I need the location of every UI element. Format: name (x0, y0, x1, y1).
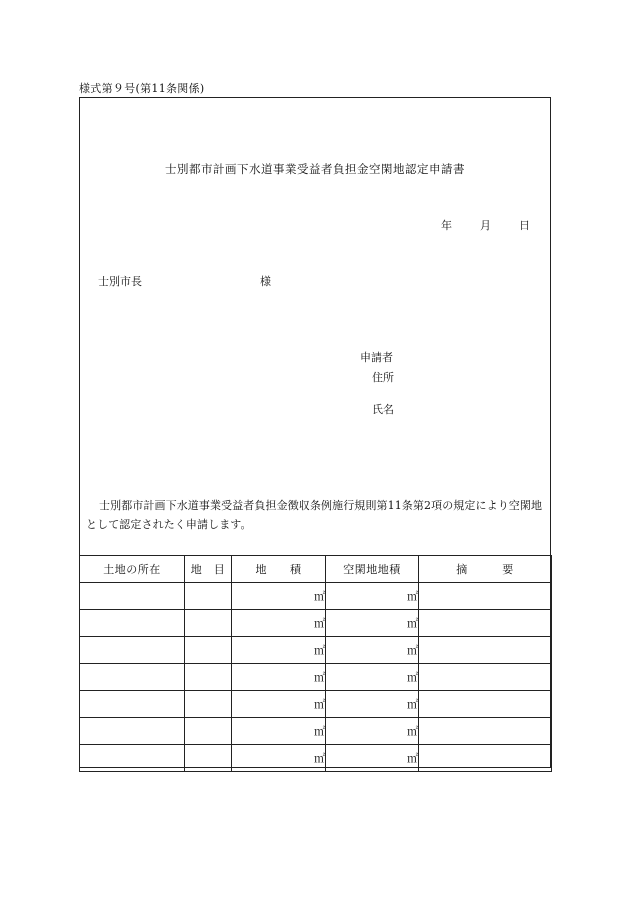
cell-remarks[interactable] (419, 583, 552, 610)
square-meter-unit: ㎡ (407, 752, 418, 765)
square-meter-unit: ㎡ (407, 698, 418, 711)
table-header-row (80, 556, 552, 583)
table-row (80, 610, 552, 637)
square-meter-unit: ㎡ (407, 617, 418, 630)
applicant-name-label: 氏名 (372, 403, 394, 416)
cell-vacant-area[interactable] (326, 583, 419, 610)
date-day: 日 (519, 219, 530, 232)
square-meter-unit: ㎡ (314, 698, 325, 711)
table-row (80, 691, 552, 718)
form-caption: 様式第９号(第11条関係) (79, 82, 205, 95)
cell-land-category[interactable] (185, 691, 232, 718)
date-line (441, 217, 530, 233)
table-row (80, 637, 552, 664)
header-land-area: 地 積 (232, 556, 326, 583)
cell-remarks[interactable] (419, 718, 552, 745)
square-meter-unit: ㎡ (314, 644, 325, 657)
application-form (79, 97, 551, 768)
cell-vacant-area[interactable] (326, 610, 419, 637)
cell-remarks[interactable] (419, 610, 552, 637)
cell-land-category[interactable] (185, 745, 232, 772)
cell-land-area[interactable] (232, 745, 326, 772)
cell-location[interactable] (80, 637, 185, 664)
cell-land-area[interactable] (232, 637, 326, 664)
request-statement: 士別都市計画下水道事業受益者負担金徴収条例施行規則第11条第2項の規定により空閑地として認定されたく申請します。 (86, 499, 543, 531)
square-meter-unit: ㎡ (314, 752, 325, 765)
cell-land-area[interactable] (232, 610, 326, 637)
applicant-label: 申請者 (360, 351, 393, 364)
cell-location[interactable] (80, 745, 185, 772)
cell-vacant-area[interactable] (326, 691, 419, 718)
document-title: 士別都市計画下水道事業受益者負担金空閑地認定申請書 (165, 162, 465, 176)
cell-remarks[interactable] (419, 664, 552, 691)
square-meter-unit: ㎡ (407, 671, 418, 684)
applicant-block (360, 348, 394, 420)
addressee-name: 士別市長 (98, 275, 142, 288)
square-meter-unit: ㎡ (314, 725, 325, 738)
cell-remarks[interactable] (419, 637, 552, 664)
cell-location[interactable] (80, 718, 185, 745)
square-meter-unit: ㎡ (314, 671, 325, 684)
cell-land-area[interactable] (232, 583, 326, 610)
date-month: 月 (480, 219, 491, 232)
cell-land-category[interactable] (185, 718, 232, 745)
cell-remarks[interactable] (419, 691, 552, 718)
cell-land-category[interactable] (185, 583, 232, 610)
date-year: 年 (441, 219, 452, 232)
cell-vacant-area[interactable] (326, 745, 419, 772)
cell-vacant-area[interactable] (326, 637, 419, 664)
applicant-address-label: 住所 (372, 371, 394, 384)
header-land-category: 地 目 (185, 556, 232, 583)
cell-location[interactable] (80, 664, 185, 691)
cell-land-area[interactable] (232, 664, 326, 691)
square-meter-unit: ㎡ (407, 644, 418, 657)
table-row (80, 583, 552, 610)
cell-location[interactable] (80, 610, 185, 637)
cell-land-category[interactable] (185, 610, 232, 637)
cell-land-category[interactable] (185, 664, 232, 691)
cell-land-area[interactable] (232, 718, 326, 745)
cell-vacant-area[interactable] (326, 718, 419, 745)
cell-location[interactable] (80, 583, 185, 610)
addressee-suffix: 様 (260, 275, 271, 288)
cell-land-area[interactable] (232, 691, 326, 718)
header-location: 土地の所在 (80, 556, 185, 583)
square-meter-unit: ㎡ (407, 590, 418, 603)
cell-location[interactable] (80, 691, 185, 718)
cell-vacant-area[interactable] (326, 664, 419, 691)
cell-remarks[interactable] (419, 745, 552, 772)
cell-land-category[interactable] (185, 637, 232, 664)
table-row (80, 745, 552, 772)
square-meter-unit: ㎡ (314, 617, 325, 630)
table-row (80, 718, 552, 745)
header-remarks: 摘 要 (419, 556, 552, 583)
square-meter-unit: ㎡ (407, 725, 418, 738)
table-row (80, 664, 552, 691)
land-table (79, 555, 552, 772)
header-vacant-area: 空閑地地積 (326, 556, 419, 583)
square-meter-unit: ㎡ (314, 590, 325, 603)
